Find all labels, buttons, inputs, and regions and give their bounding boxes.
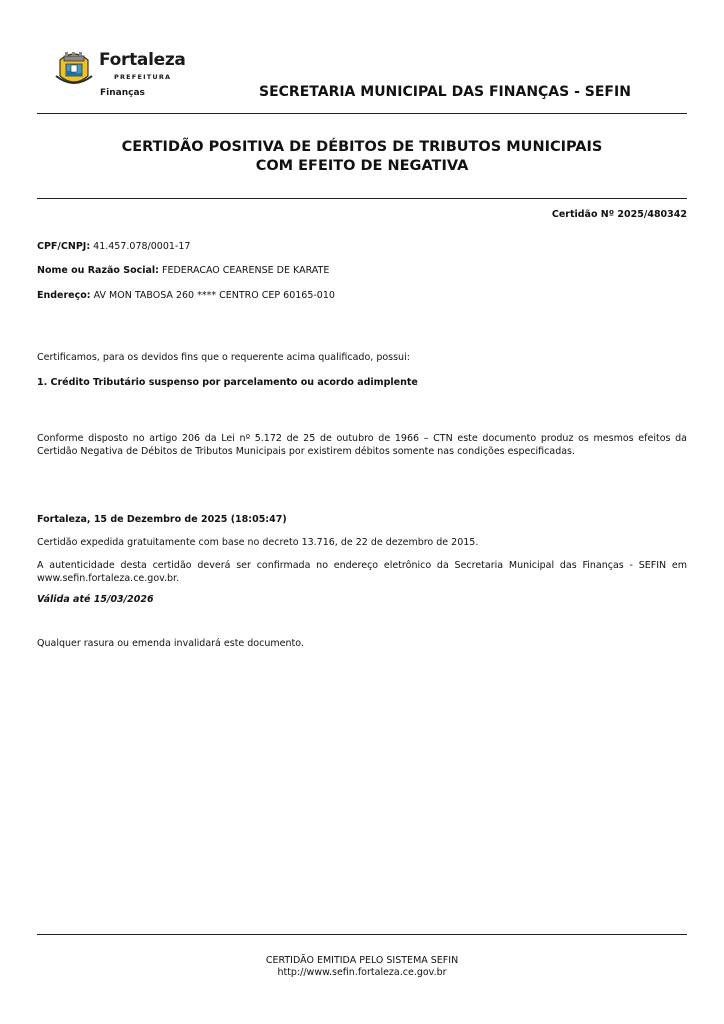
legal-statement: Conforme disposto no artigo 206 da Lei nº 5.172 de 25 de outubro de 1966 – CTN este documento produz os mesmos efeitos da Certidão Negativa de Débitos de Tributos Municipais por existirem débitos somente nas condições especificadas.: [37, 433, 687, 457]
cpf-cnpj-value: 41.457.078/0001-17: [93, 241, 191, 252]
footer-divider: [37, 934, 687, 935]
certify-intro: Certificamos, para os devidos fins que o requerente acima qualificado, possui:: [37, 352, 410, 363]
cpf-cnpj-label: CPF/CNPJ:: [37, 241, 91, 252]
document-title: [37, 138, 687, 176]
document-title-line2: COM EFEITO DE NEGATIVA: [255, 158, 469, 174]
prefeitura-logo: [52, 46, 202, 102]
authenticity-note: A autenticidade desta certidão deverá ser confirmada no endereço eletrônico da Secretaria Municipal das Finanças - SEFIN em www.sefin.fortaleza.ce.gov.br.: [37, 560, 687, 584]
logo-city-name: Fortaleza: [99, 50, 186, 70]
title-divider: [37, 198, 687, 199]
razao-social-label: Nome ou Razão Social:: [37, 265, 159, 276]
place-date: Fortaleza, 15 de Dezembro de 2025 (18:05:47): [37, 514, 287, 525]
logo-department: Finanças: [100, 88, 145, 98]
free-issue-note: Certidão expedida gratuitamente com base no decreto 13.716, de 22 de dezembro de 2015.: [37, 537, 479, 548]
logo-subtitle: PREFEITURA: [114, 73, 172, 81]
razao-social-field: [37, 265, 329, 276]
debt-item-1: 1. Crédito Tributário suspenso por parcelamento ou acordo adimplente: [37, 377, 418, 388]
secretaria-title: SECRETARIA MUNICIPAL DAS FINANÇAS - SEFIN: [259, 84, 631, 100]
city-coat-of-arms-icon: [52, 46, 96, 90]
razao-social-value: FEDERACAO CEARENSE DE KARATE: [161, 265, 330, 276]
footer-system-line: CERTIDÃO EMITIDA PELO SISTEMA SEFIN: [265, 955, 459, 966]
endereco-value: AV MON TABOSA 260 **** CENTRO CEP 60165-010: [93, 290, 335, 301]
tamper-warning: Qualquer rasura ou emenda invalidará este documento.: [37, 638, 304, 649]
endereco-label: Endereço:: [37, 290, 91, 301]
footer-url-link[interactable]: http://www.sefin.fortaleza.ce.gov.br: [277, 967, 447, 978]
certificate-number: Certidão Nº 2025/480342: [551, 209, 687, 220]
valid-until: Válida até 15/03/2026: [37, 594, 154, 605]
header-divider: [37, 113, 687, 114]
endereco-field: [37, 290, 335, 301]
footer: [37, 955, 687, 979]
document-title-line1: CERTIDÃO POSITIVA DE DÉBITOS DE TRIBUTOS MUNICIPAIS: [121, 139, 603, 155]
cpf-cnpj-field: [37, 241, 190, 252]
